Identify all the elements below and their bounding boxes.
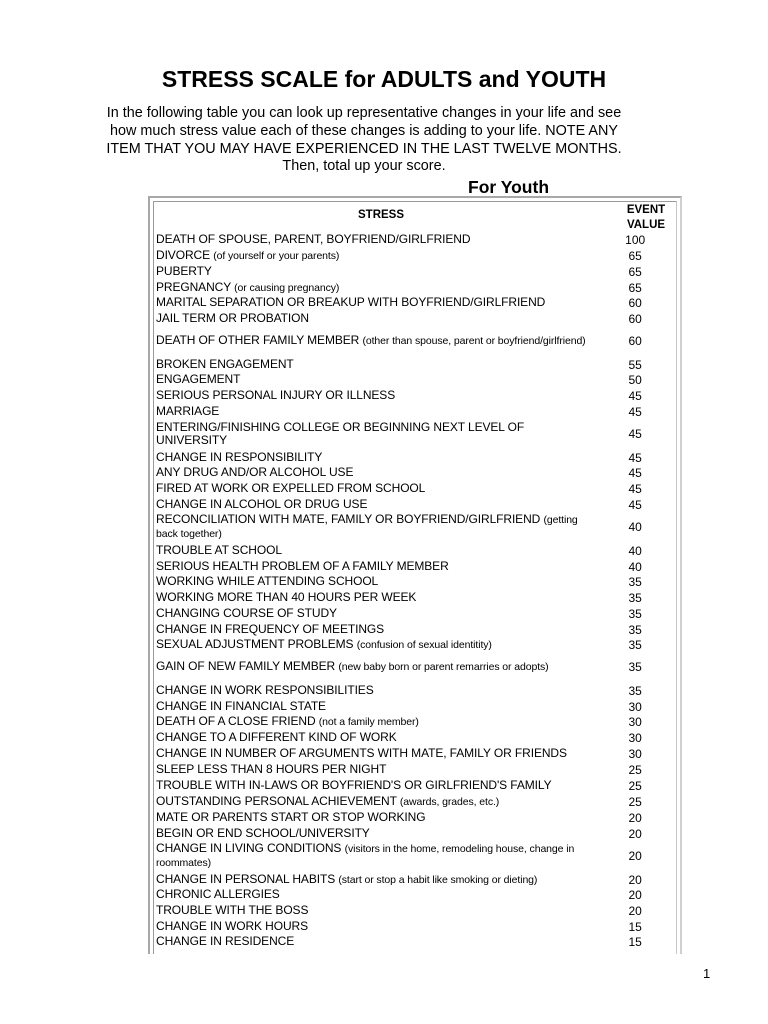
- stress-event: [156, 684, 590, 698]
- event-label: JAIL TERM OR PROBATION: [156, 311, 309, 326]
- event-value: 55: [628, 358, 642, 372]
- event-label: CHANGE IN RESIDENCE: [156, 934, 295, 949]
- stress-event: [156, 296, 590, 310]
- event-label: CHANGE IN LIVING CONDITIONS: [156, 840, 342, 855]
- event-label: BROKEN ENGAGEMENT: [156, 357, 294, 372]
- stress-event: [156, 763, 590, 777]
- table-row: [156, 653, 678, 681]
- intro-paragraph: In the following table you can look up representative changes in your life and see how much stress value each of these changes is adding to your life. NOTE ANY ITEM THAT YOU MAY HAVE EXPERIENCED IN THE LAST TWELVE MONTHS. Then, total up your score.: [106, 105, 622, 175]
- event-label: ANY DRUG AND/OR ALCOHOL USE: [156, 465, 354, 480]
- stress-event: [156, 389, 590, 403]
- event-label: CHANGE IN FINANCIAL STATE: [156, 699, 326, 714]
- event-label: CHANGE IN FREQUENCY OF MEETINGS: [156, 622, 385, 637]
- event-label: CHANGE IN RESPONSIBILITY: [156, 450, 323, 465]
- table-row: [156, 778, 678, 794]
- stress-event: [156, 638, 590, 653]
- event-note: (start or stop a habit like smoking or dieting): [338, 873, 538, 886]
- stress-event: [156, 731, 590, 745]
- stress-event: [156, 575, 590, 589]
- stress-event: [156, 827, 590, 841]
- section-subtitle: For Youth: [468, 177, 550, 197]
- stress-event: [156, 920, 590, 934]
- stress-event: [156, 591, 590, 605]
- header-event-value: EVENT VALUE: [626, 204, 666, 231]
- stress-event: [156, 842, 590, 871]
- event-note: (of yourself or your parents): [213, 249, 340, 262]
- table-row: [156, 388, 678, 404]
- event-value: 15: [628, 935, 642, 949]
- table-row: [156, 746, 678, 762]
- stress-event: [156, 265, 590, 279]
- table-row: [156, 280, 678, 296]
- table-row: [156, 730, 678, 746]
- stress-event: [156, 482, 590, 496]
- stress-event: [156, 779, 590, 793]
- event-value: 30: [628, 731, 642, 745]
- table-row: [156, 327, 678, 355]
- event-label: ENTERING/FINISHING COLLEGE OR BEGINNING NEXT LEVEL OF UNIVERSITY: [156, 419, 525, 447]
- event-label: CHANGE IN WORK HOURS: [156, 919, 309, 934]
- table-row: [156, 637, 678, 653]
- table-row: [156, 543, 678, 559]
- table-row: [156, 887, 678, 903]
- event-value: 15: [628, 920, 642, 934]
- table-row: [156, 762, 678, 778]
- table-row: [156, 606, 678, 622]
- table-row: [156, 420, 678, 448]
- stress-event: [156, 623, 590, 637]
- stress-event: [156, 233, 590, 247]
- event-note: (confusion of sexual identitity): [356, 638, 492, 651]
- table-row: [156, 232, 678, 248]
- event-note: (visitors in the home, remodeling house, change in roommates): [156, 842, 575, 869]
- event-label: PREGNANCY: [156, 279, 231, 294]
- event-label: DEATH OF SPOUSE, PARENT, BOYFRIEND/GIRLFRIEND: [156, 232, 471, 247]
- table-row: [156, 513, 678, 541]
- event-label: DEATH OF OTHER FAMILY MEMBER: [156, 332, 360, 347]
- table-row: [156, 481, 678, 497]
- event-value: 45: [628, 451, 642, 465]
- table-row: [156, 714, 678, 730]
- event-value: 20: [628, 873, 642, 887]
- event-label: RECONCILIATION WITH MATE, FAMILY OR BOYFRIEND/GIRLFRIEND: [156, 511, 541, 526]
- event-value: 50: [628, 373, 642, 387]
- event-label: SEXUAL ADJUSTMENT PROBLEMS: [156, 636, 354, 651]
- event-label: CHRONIC ALLERGIES: [156, 887, 280, 902]
- page-number: 1: [703, 966, 711, 981]
- table-row: [156, 872, 678, 888]
- event-value: 20: [628, 904, 642, 918]
- stress-event: [156, 904, 590, 918]
- event-value: 30: [628, 715, 642, 729]
- stress-event: [156, 935, 590, 949]
- event-value: 65: [628, 281, 642, 295]
- stress-event: [156, 660, 590, 675]
- stress-event: [156, 513, 590, 542]
- event-value: 35: [628, 623, 642, 637]
- table-row: [156, 699, 678, 715]
- table-row: [156, 842, 678, 870]
- event-value: 30: [628, 747, 642, 761]
- table-row: [156, 794, 678, 810]
- table-row: [156, 810, 678, 826]
- event-value: 60: [628, 312, 642, 326]
- event-value: 25: [628, 795, 642, 809]
- event-value: 20: [628, 888, 642, 902]
- event-label: CHANGING COURSE OF STUDY: [156, 606, 337, 621]
- table-row: [156, 295, 678, 311]
- event-label: WORKING MORE THAN 40 HOURS PER WEEK: [156, 590, 417, 605]
- event-label: TROUBLE WITH IN-LAWS OR BOYFRIEND'S OR GIRLFRIEND'S FAMILY: [156, 778, 552, 793]
- stress-event: [156, 715, 590, 730]
- event-label: PUBERTY: [156, 264, 212, 279]
- stress-event: [156, 700, 590, 714]
- stress-event: [156, 811, 590, 825]
- event-label: SERIOUS PERSONAL INJURY OR ILLNESS: [156, 388, 396, 403]
- table-row: [156, 934, 678, 950]
- event-label: OUTSTANDING PERSONAL ACHIEVEMENT: [156, 793, 397, 808]
- stress-event: [156, 281, 590, 296]
- event-label: MARITAL SEPARATION OR BREAKUP WITH BOYFRIEND/GIRLFRIEND: [156, 295, 546, 310]
- stress-event: [156, 795, 590, 810]
- event-label: FIRED AT WORK OR EXPELLED FROM SCHOOL: [156, 481, 426, 496]
- event-value: 35: [628, 660, 642, 674]
- event-label: DIVORCE: [156, 247, 210, 262]
- table-row: [156, 465, 678, 481]
- event-note: (or causing pregnancy): [234, 281, 340, 294]
- event-value: 45: [628, 482, 642, 496]
- stress-event: [156, 498, 590, 512]
- event-value: 20: [628, 811, 642, 825]
- event-value: 60: [628, 334, 642, 348]
- table-row: [156, 574, 678, 590]
- table-row: [156, 372, 678, 388]
- event-value: 20: [628, 849, 642, 863]
- event-label: MATE OR PARENTS START OR STOP WORKING: [156, 810, 426, 825]
- stress-event: [156, 312, 590, 326]
- event-value: 40: [628, 544, 642, 558]
- table-row: [156, 357, 678, 373]
- event-value: 35: [628, 638, 642, 652]
- page-title: STRESS SCALE for ADULTS and YOUTH: [161, 66, 607, 92]
- event-label: BEGIN OR END SCHOOL/UNIVERSITY: [156, 826, 370, 841]
- event-value: 40: [628, 560, 642, 574]
- event-value: 30: [628, 700, 642, 714]
- stress-event: [156, 373, 590, 387]
- event-value: 100: [625, 233, 646, 247]
- event-label: CHANGE IN NUMBER OF ARGUMENTS WITH MATE, FAMILY OR FRIENDS: [156, 746, 567, 761]
- stress-event: [156, 334, 590, 349]
- stress-event: [156, 747, 590, 761]
- event-label: CHANGE IN PERSONAL HABITS: [156, 871, 336, 886]
- event-note: (other than spouse, parent or boyfriend/girlfriend): [362, 334, 586, 347]
- table-row: [156, 248, 678, 264]
- event-value: 45: [628, 389, 642, 403]
- event-label: CHANGE TO A DIFFERENT KIND OF WORK: [156, 730, 397, 745]
- event-label: CHANGE IN WORK RESPONSIBILITIES: [156, 683, 374, 698]
- event-value: 45: [628, 466, 642, 480]
- event-value: 25: [628, 763, 642, 777]
- stress-event: [156, 405, 590, 419]
- table-row: [156, 903, 678, 919]
- event-value: 45: [628, 427, 642, 441]
- event-label: SLEEP LESS THAN 8 HOURS PER NIGHT: [156, 762, 387, 777]
- stress-event: [156, 544, 590, 558]
- stress-event: [156, 607, 590, 621]
- table-row: [156, 683, 678, 699]
- event-value: 20: [628, 827, 642, 841]
- stress-event: [156, 249, 590, 264]
- stress-event: [156, 451, 590, 465]
- stress-event: [156, 466, 590, 480]
- event-value: 25: [628, 779, 642, 793]
- event-label: DEATH OF A CLOSE FRIEND: [156, 713, 316, 728]
- table-row: [156, 264, 678, 280]
- event-label: CHANGE IN ALCOHOL OR DRUG USE: [156, 497, 368, 512]
- stress-event: [156, 873, 590, 888]
- event-value: 35: [628, 575, 642, 589]
- event-value: 65: [628, 249, 642, 263]
- event-value: 40: [628, 520, 642, 534]
- stress-event: [156, 358, 590, 372]
- table-row: [156, 311, 678, 327]
- event-label: ENGAGEMENT: [156, 372, 241, 387]
- event-note: (not a family member): [318, 715, 419, 728]
- event-label: MARRIAGE: [156, 404, 220, 419]
- event-value: 35: [628, 684, 642, 698]
- table-row: [156, 559, 678, 575]
- event-value: 45: [628, 498, 642, 512]
- table-row: [156, 590, 678, 606]
- table-row: [156, 622, 678, 638]
- event-value: 65: [628, 265, 642, 279]
- event-note: (awards, grades, etc.): [399, 795, 500, 808]
- event-value: 35: [628, 591, 642, 605]
- event-value: 35: [628, 607, 642, 621]
- event-label: WORKING WHILE ATTENDING SCHOOL: [156, 574, 379, 589]
- table-row: [156, 404, 678, 420]
- event-label: TROUBLE AT SCHOOL: [156, 543, 282, 558]
- event-label: GAIN OF NEW FAMILY MEMBER: [156, 658, 336, 673]
- table-row: [156, 919, 678, 935]
- event-label: TROUBLE WITH THE BOSS: [156, 903, 309, 918]
- event-value: 45: [628, 405, 642, 419]
- event-label: SERIOUS HEALTH PROBLEM OF A FAMILY MEMBER: [156, 559, 449, 574]
- table-row: [156, 450, 678, 466]
- stress-event: [156, 421, 590, 448]
- header-stress: STRESS: [358, 209, 405, 221]
- event-value: 60: [628, 296, 642, 310]
- stress-event: [156, 560, 590, 574]
- event-note: (getting back together): [156, 513, 578, 540]
- event-note: (new baby born or parent remarries or adopts): [338, 660, 549, 673]
- stress-event: [156, 888, 590, 902]
